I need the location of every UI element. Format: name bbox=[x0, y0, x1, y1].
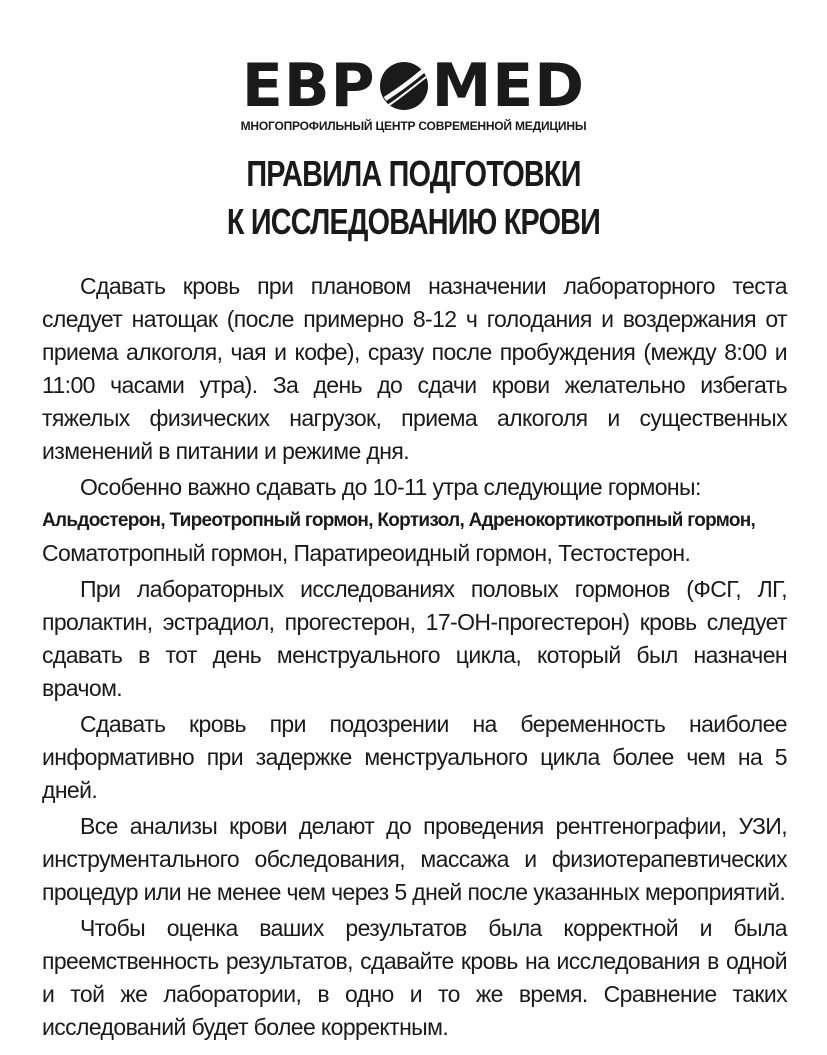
logo-tagline: МНОГОПРОФИЛЬНЫЙ ЦЕНТР СОВРЕМЕННОЙ МЕДИЦИНЫ bbox=[240, 119, 587, 133]
paragraph-fasting: Сдавать кровь при плановом назначении лабораторного теста следует натощак (после примерно 8-12 ч голодания и воздержания от приема алкоголя, чая и кофе), сразу после пробуждения (между 8:00 и 11:00 часами утра). За день до сдачи крови желательно избегать тяжелых физических нагрузок, приема алкоголя и существенных изменений в питании и режиме дня. bbox=[42, 273, 787, 464]
hormones-rest-list: Соматотропный гормон, Паратиреоидный гормон, Тестостерон. bbox=[42, 540, 691, 566]
title-line-2: К ИССЛЕДОВАНИЮ КРОВИ bbox=[226, 201, 601, 242]
title-line-1: ПРАВИЛА ПОДГОТОВКИ bbox=[246, 153, 581, 194]
hormones-intro: Особенно важно сдавать до 10-11 утра следующие гормоны: bbox=[80, 474, 701, 500]
logo-text-right: MED bbox=[431, 51, 586, 121]
brand-logo bbox=[0, 51, 827, 121]
rules-text bbox=[42, 270, 787, 1044]
hormones-bold-list: Альдостерон, Тиреотропный гормон, Кортизол, Адренокортикотропный гормон, bbox=[42, 510, 756, 531]
paragraph-pregnancy: Сдавать кровь при подозрении на беременность наиболее информативно при задержке менструального цикла более чем на 5 дней. bbox=[42, 711, 787, 803]
page-title bbox=[83, 150, 745, 246]
paragraph-hormones bbox=[42, 471, 787, 570]
logo-text-left: ЕВР bbox=[241, 51, 376, 121]
paragraph-before-xray: Все анализы крови делают до проведения рентгенографии, УЗИ, инструментального обследования, массажа и физиотерапевтических процедур или не менее чем через 5 дней после указанных мероприятий. bbox=[42, 813, 787, 905]
paragraph-sex-hormones: При лабораторных исследованиях половых гормонов (ФСГ, ЛГ, пролактин, эстрадиол, прогестерон, 17-ОН-прогестерон) кровь следует сдавать в тот день менструального цикла, который был назначен врачом. bbox=[42, 576, 787, 701]
paragraph-same-lab: Чтобы оценка ваших результатов была корректной и была преемственность результатов, сдавайте кровь на исследования в одной и той же лаборатории, в одно и то же время. Сравнение таких исследований будет более корректным. bbox=[42, 915, 787, 1040]
logo-wordmark bbox=[241, 51, 586, 121]
globe-circle-icon bbox=[379, 61, 429, 111]
